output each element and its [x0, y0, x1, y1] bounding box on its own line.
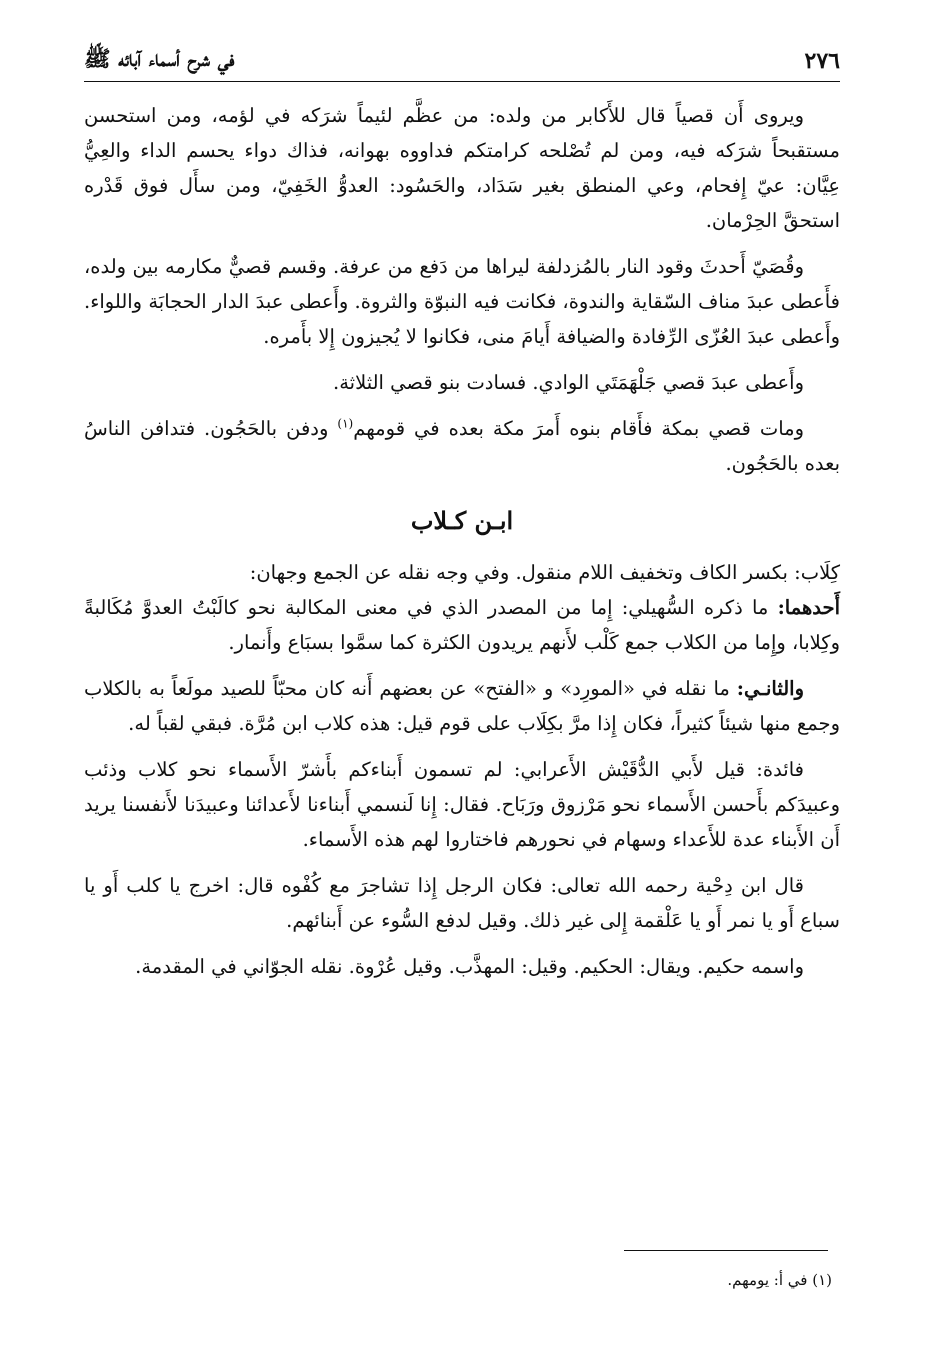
running-title: في شرح أسماء آبائه ﷺ — [84, 46, 235, 72]
paragraph: وقُصَيّ أَحدثَ وقود النار بالمُزدلفة ليراها من دَفع من عرفة. وقسم قصيٌّ مكارمه بين ولده، فأَعطى عبدَ مناف السّقاية والندوة، فكانت فيه النبوّة والثروة. وأَعطى عبدَ الدار الحجابَة واللواء. وأَعطى عبدَ العُزّى الرِّفادة والضيافة أَيامَ منى، فكانوا لا يُجيزون إِلا بأَمره. — [84, 255, 840, 348]
paragraph-text: ودفن بالحَجُون. فتدافن الناسُ بعده بالحَجُون. — [84, 417, 840, 475]
page-number: ٢٧٦ — [804, 48, 840, 74]
paragraph: قال ابن دِحْية رحمه الله تعالى: فكان الرجل إِذا تشاجرَ مع كُفْوه قال: اخرج يا كلب أَو يا سباع أَو يا نمر أَو يا عَلْقمة إِلى غير ذلك. وقيل لدفع السُّوء عن أَبنائهم. — [84, 874, 840, 932]
paragraph: وأَعطى عبدَ قصي جَلْهَمَتَي الوادي. فسادت بنو قصي الثلاثة. — [333, 371, 804, 394]
section-title: ابـن كـلاب — [410, 506, 514, 535]
footnote: (١) في أ: يومهم. — [727, 1271, 832, 1289]
paragraph: واسمه حكيم. ويقال: الحكيم. وقيل: المهذَّب. وقيل عُرْوة. نقله الجوّاني في المقدمة. — [135, 955, 804, 978]
second-view-text: ما نقله في «المورِد» و «الفتح» عن بعضهم أَنه كان محبّاً للصيد مولَعاً به بالكلاب وجمع منها شيئاً كثيراً، فكان إِذا مرَّ بكِلَاب على قوم قيل: هذه كلاب ابن مُرَّة. فبقي لقباً له. — [84, 677, 840, 735]
paragraph-text: كِلَاب: بكسر الكاف وتخفيف اللام منقول. وفي وجه نقله عن الجمع وجهان: — [249, 561, 840, 584]
footnote-reference: (١) — [337, 416, 354, 431]
paragraph-text: ومات قصي بمكة فأَقام بنوه أَمرَ مكة بعده في قومهم — [353, 417, 805, 440]
footnote-rule — [624, 1250, 828, 1251]
paragraph-section-intro — [84, 555, 840, 660]
paragraph: ويروى أَن قصياً قال للأَكابر من ولده: من عظَّم لئيماً شرَكه في لؤمه، ومن استحسن مستقبحاً شرَكه فيه، ومن لم تُصْلحه كرامتكم فداووه بهوانه، فذاك دواء يحسم الداء والعِيُّ عِيَّان: عيّ إِفحام، وعي المنطق بغير سَدَاد، والحَسُود: العدوُّ الخَفِيّ، ومن سأَل فوق قَدْره استحقَّ الحِرْمان. — [84, 104, 840, 232]
paragraph-second-view — [84, 671, 840, 741]
second-view-lead: والثانـي: — [736, 677, 804, 700]
first-view-text: ما ذكره السُّهيلي: إِما من المصدر الذي في معنى المكالبة نحو كالَبْتُ العدوَّ مُكَالبةً وكِلابا، وإِما من الكلاب جمع كَلْب لأَنهم يريدون الكثرة كما سمَّوا بسبَاع وأَنمار. — [84, 596, 840, 654]
paragraph: فائدة: قيل لأَبي الدُّقَيْش الأَعرابي: لم تسمون أَبناءكم بأَشرّ الأَسماء نحو كلاب وذئب وعبيدَكم بأَحسن الأَسماء نحو مَرْزوق ورَبَاح. فقال: إِنا لَنسمي أَبناءنا لأَعدائنا وعبيدَنا لأَنفسنا يريد أَن الأَبناء عدة للأَعداء وسهام في نحورهم فاختاروا لهم هذه الأَسماء. — [84, 758, 840, 851]
first-view-lead: أَحدهما: — [777, 596, 840, 619]
main-text — [84, 98, 840, 995]
paragraph-death-of-qusay — [84, 411, 840, 481]
header-rule — [84, 81, 840, 82]
running-head — [84, 40, 840, 82]
